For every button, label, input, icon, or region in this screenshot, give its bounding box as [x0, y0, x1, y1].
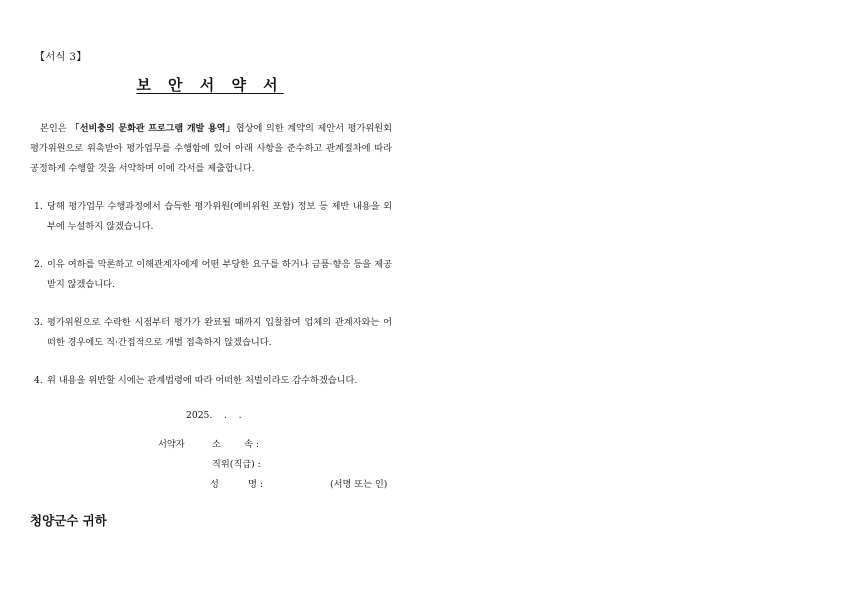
pledge-item: [34, 371, 392, 391]
position-field: 직위(직급) :: [212, 459, 261, 470]
affiliation-field: 소 속 :: [212, 439, 260, 450]
pledge-date: 2025. . .: [186, 410, 242, 421]
form-number: 【서식 3】: [35, 52, 87, 63]
pledge-item: [34, 255, 392, 295]
addressee: 청양군수 귀하: [30, 513, 107, 528]
pledge-number: 2.: [34, 259, 43, 270]
intro-prefix: 본인은: [40, 123, 71, 134]
intro-body: 협상에 의한 계약의 제안서 평가위원회 평가위원으로 위촉받아 평가업무를 수행함에 있어 아래 사항을 준수하고 관계절차에 따라 공정하게 수행할 것을 서약하며 이에 각서를 제출합니다.: [30, 123, 393, 174]
pledge-number: 1.: [34, 201, 43, 212]
document-title: 보 안 서 약 서: [136, 76, 284, 94]
name-field: 성 명 :: [210, 479, 263, 490]
signature-note: (서명 또는 인): [330, 479, 388, 490]
pledge-item: [34, 197, 392, 237]
project-name: 「선비충의 문화관 프로그램 개발 용역」: [70, 124, 236, 134]
pledge-text: 평가위원으로 수락한 시점부터 평가가 완료될 때까지 입찰참여 업체의 관계자와는 어떠한 경우에도 직·간접적으로 개별 접촉하지 않겠습니다.: [47, 317, 392, 348]
pledge-text: 이유 여하를 막론하고 이해관계자에게 어떤 부당한 요구를 하거나 금품·향응 등을 제공받지 않겠습니다.: [47, 259, 392, 290]
pledge-list: [34, 197, 392, 409]
pledge-text: 위 내용을 위반할 시에는 관계법령에 따라 어떠한 처벌이라도 감수하겠습니다.: [47, 375, 358, 386]
pledge-item: [34, 313, 392, 353]
pledge-text: 당해 평가업무 수행과정에서 습득한 평가위원(예비위원 포함) 정보 등 제반 내용을 외부에 누설하지 않겠습니다.: [47, 201, 392, 232]
signer-label: 서약자: [158, 439, 185, 450]
intro-paragraph: [30, 119, 392, 179]
pledge-number: 3.: [34, 317, 43, 328]
pledge-number: 4.: [34, 375, 43, 386]
